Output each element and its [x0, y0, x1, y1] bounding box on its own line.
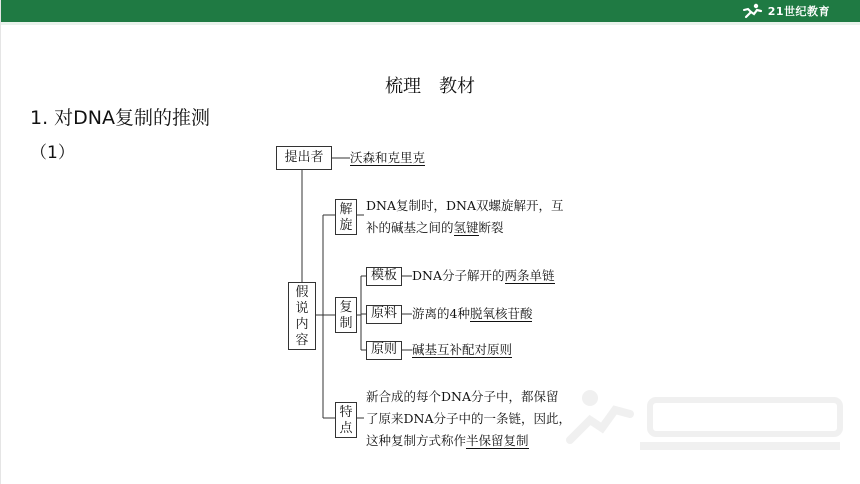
hypothesis-char: 容 [295, 333, 309, 348]
template-answer: 两条单链 [504, 268, 555, 283]
feature-answer: 半保留复制 [466, 433, 529, 448]
unwind-char: 旋 [339, 218, 353, 233]
replicate-char: 制 [339, 316, 353, 331]
unwind-line-1: DNA复制时，DNA双螺旋解开，互 [366, 198, 564, 213]
unwind-answer: 氢键 [453, 220, 479, 235]
template-label: 模板 [370, 268, 397, 283]
replicate-box [335, 297, 357, 333]
feature-char: 特 [339, 405, 353, 420]
template-box [366, 267, 402, 286]
feature-box [335, 402, 357, 438]
proposer-value [350, 147, 425, 169]
material-box [366, 305, 402, 324]
brand-text: 21世纪教育 [767, 5, 830, 18]
template-pre: DNA分子解开的 [412, 268, 505, 283]
unwind-line-2-pre: 补的碱基之间的 [366, 220, 454, 235]
proposer-label: 提出者 [284, 150, 324, 165]
unwind-line-2-post: 断裂 [478, 220, 504, 235]
hypothesis-char: 说 [295, 301, 309, 316]
proposer-answer: 沃森和克里克 [350, 150, 426, 165]
feature-char: 点 [339, 421, 353, 436]
watermark-logo [560, 380, 850, 460]
hypothesis-box [288, 282, 316, 350]
replicate-char: 复 [339, 300, 353, 315]
principle-box [366, 341, 402, 360]
unwind-box [335, 199, 357, 235]
feature-line-3-pre: 这种复制方式称作 [366, 433, 467, 448]
question-subnumber: （1） [30, 143, 75, 163]
proposer-box [276, 146, 332, 170]
feature-line-1: 新合成的每个DNA分子中，都保留 [366, 389, 559, 404]
material-pre: 游离的4种 [412, 306, 470, 321]
principle-answer: 碱基互补配对原则 [412, 342, 513, 357]
feature-line-3 [366, 430, 571, 452]
hypothesis-char: 假 [295, 285, 309, 300]
principle-label: 原则 [370, 342, 397, 357]
feature-line-2: 了原来DNA分子中的一条链，因此， [366, 411, 571, 426]
unwind-line-2 [366, 217, 563, 239]
unwind-text [366, 195, 563, 239]
unwind-char: 解 [339, 202, 353, 217]
feature-text [366, 386, 571, 452]
material-text [412, 303, 532, 325]
section-title: 梳理 教材 [385, 76, 475, 97]
template-text [412, 265, 555, 287]
principle-text [412, 339, 512, 361]
question-title: 1. 对DNA复制的推测 [30, 107, 211, 129]
hypothesis-char: 内 [295, 317, 309, 332]
material-answer: 脱氧核苷酸 [469, 306, 533, 321]
material-label: 原料 [370, 306, 397, 321]
